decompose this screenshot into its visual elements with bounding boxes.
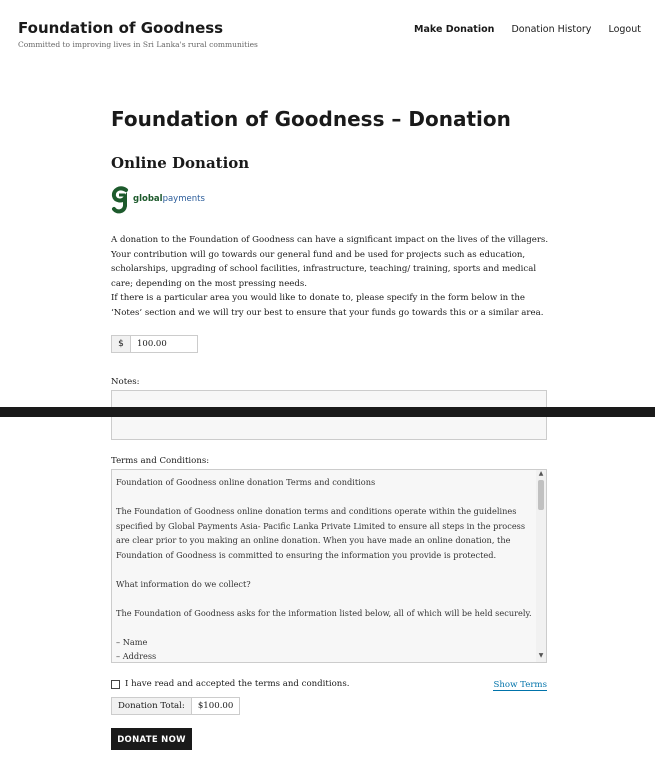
nav-make-donation[interactable]: Make Donation	[414, 24, 495, 35]
donation-total	[111, 697, 240, 715]
logo-text	[133, 194, 205, 204]
terms-paragraph: Foundation of Goodness online donation Terms and conditions	[116, 477, 376, 487]
scroll-up-icon[interactable]: ▲	[538, 470, 544, 477]
page-title: Foundation of Goodness – Donation	[111, 107, 511, 131]
terms-paragraph: The Foundation of Goodness online donation terms and conditions operate within the guidelines specified by Global Payments Asia- Pacific Lanka Private Limited to ensure all steps in the process are clear prior to you making an online donation. When you have made an online donation, the Foundation of Goodness is committed to ensuring the information you provide is protected.	[116, 506, 526, 560]
intro-paragraph-1: A donation to the Foundation of Goodness can have a significant impact on the lives of the villagers. Your contribution will go towards our general fund and be used for projects such as education, scholarships, upgrading of school facilities, infrastructure, teaching/ training, sports and medical care; depending on the most pressing needs.	[111, 235, 549, 289]
terms-textarea[interactable]	[111, 469, 547, 663]
donation-total-value: $100.00	[192, 697, 241, 715]
logo-text-rest: payments	[162, 194, 205, 204]
global-payments-g-icon	[111, 186, 131, 216]
scroll-down-icon[interactable]: ▼	[538, 652, 544, 659]
site-title[interactable]: Foundation of Goodness	[18, 19, 224, 37]
scroll-thumb[interactable]	[538, 480, 544, 510]
intro-text	[111, 233, 551, 321]
section-title: Online Donation	[111, 154, 250, 172]
site-tagline: Committed to improving lives in Sri Lanka's rural communities	[18, 40, 258, 49]
accept-terms-row	[111, 679, 349, 689]
terms-scrollbar[interactable]	[536, 470, 546, 662]
show-terms-link[interactable]: Show Terms	[493, 680, 547, 690]
logo-text-bold: global	[133, 194, 163, 204]
donate-now-button[interactable]: DONATE NOW	[111, 728, 192, 750]
accept-terms-label[interactable]: I have read and accepted the terms and conditions.	[125, 679, 350, 689]
donation-total-label: Donation Total:	[111, 697, 192, 715]
terms-paragraph: – Name – Address	[116, 636, 157, 661]
nav-logout[interactable]: Logout	[608, 24, 641, 35]
terms-label: Terms and Conditions:	[111, 456, 210, 466]
terms-paragraph: The Foundation of Goodness asks for the information listed below, all of which will be held securely.	[116, 607, 532, 618]
site-header	[0, 0, 655, 60]
amount-field	[111, 335, 198, 353]
screen-divider-bar	[0, 407, 655, 417]
amount-input[interactable]: 100.00	[131, 335, 198, 353]
terms-paragraph: What information do we collect?	[116, 578, 251, 589]
notes-label: Notes:	[111, 377, 140, 387]
accept-terms-checkbox[interactable]	[111, 680, 120, 689]
intro-paragraph-2: If there is a particular area you would like to donate to, please specify in the form below in the ‘Notes’ section and we will try our best to ensure that your funds go towards this or a similar area.	[111, 293, 544, 318]
nav-donation-history[interactable]: Donation History	[511, 24, 592, 35]
terms-content	[116, 475, 534, 663]
main-nav	[400, 24, 641, 35]
currency-symbol: $	[111, 335, 131, 353]
global-payments-logo	[111, 186, 231, 216]
